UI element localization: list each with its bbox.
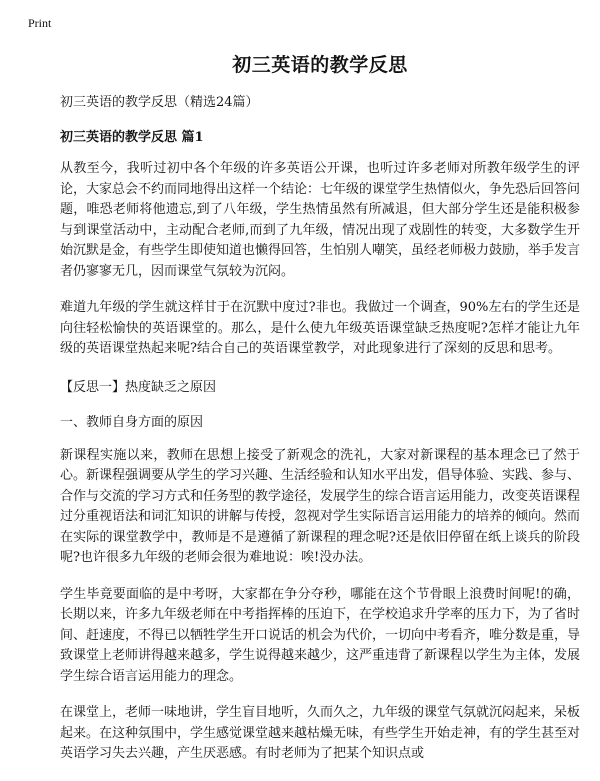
paragraph: 新课程实施以来，教师在思想上接受了新观念的洗礼，大家对新课程的基本理念已了然于心。新课程强调要从学生的学习兴趣、生活经验和认知水平出发，倡导体验、实践、参与、合作与交流的学习方式和任务型的教学途径，发展学生的综合语言运用能力，改变英语课程过分重视语法和词汇知识的讲解与传授，忽视对学生实际语言运用能力的培养的倾向。然而在实际的课堂教学中，教师是不是遵循了新课程的理念呢?还是依旧停留在纸上谈兵的阶段呢?也许很多九年级的老师会很为难地说：唉!没办法。 bbox=[60, 447, 581, 565]
paragraph: 在课堂上，老师一味地讲，学生盲目地听，久而久之，九年级的课堂气氛就沉闷起来，呆板起来。在这种氛围中，学生感觉课堂越来越枯燥无味，有些学生开始走神，有的学生甚至对英语学习失去兴趣，产生厌恶感。有时老师为了把某个知识点或 bbox=[60, 705, 581, 761]
reflection-heading: 【反思一】热度缺乏之原因 bbox=[60, 379, 217, 395]
document-body bbox=[60, 50, 580, 781]
print-link[interactable]: Print bbox=[28, 16, 52, 30]
paragraph: 学生毕竟要面临的是中考呀，大家都在争分夺秒，哪能在这个节骨眼上浪费时间呢!的确，长期以来，许多九年级老师在中考指挥棒的压迫下，在学校追求升学率的压力下，为了省时间、赶速度，不得已以牺牲学生开口说话的机会为代价，一切向中考看齐，唯分数是重，导致课堂上老师讲得越来越多，学生说得越来越少，这严重违背了新课程以学生为主体，发展学生综合语言运用能力的理念。 bbox=[60, 586, 581, 684]
section-title: 初三英语的教学反思 篇1 bbox=[60, 130, 204, 145]
subsection-heading: 一、教师自身方面的原因 bbox=[60, 414, 204, 430]
document-subtitle: 初三英语的教学反思（精选24篇） bbox=[60, 95, 259, 110]
paragraph: 从教至今，我听过初中各个年级的许多英语公开课，也听过许多老师对所教年级学生的评论，大家总会不约而同地得出这样一个结论：七年级的课堂学生热情似火，争先恐后回答问题，唯恐老师将他遗忘,到了八年级，学生热情虽然有所减退，但大部分学生还是能积极参与到课堂活动中，主动配合老师,而到了九年级，情况出现了戏剧性的转变，大多数学生开始沉默是金，有些学生即使知道也懒得回答，生怕别人嘲笑，虽经老师极力鼓励，举手发言者仍寥寥无几，因而课堂气氛较为沉闷。 bbox=[60, 161, 581, 279]
paragraph: 难道九年级的学生就这样甘于在沉默中度过?非也。我做过一个调查，90%左右的学生还是向往轻松愉快的英语课堂的。那么，是什么使九年级英语课堂缺乏热度呢?怎样才能让九年级的英语课堂热起来呢?结合自己的英语课堂教学，对此现象进行了深刻的反思和思考。 bbox=[60, 300, 580, 356]
page-title: 初三英语的教学反思 bbox=[232, 54, 408, 76]
